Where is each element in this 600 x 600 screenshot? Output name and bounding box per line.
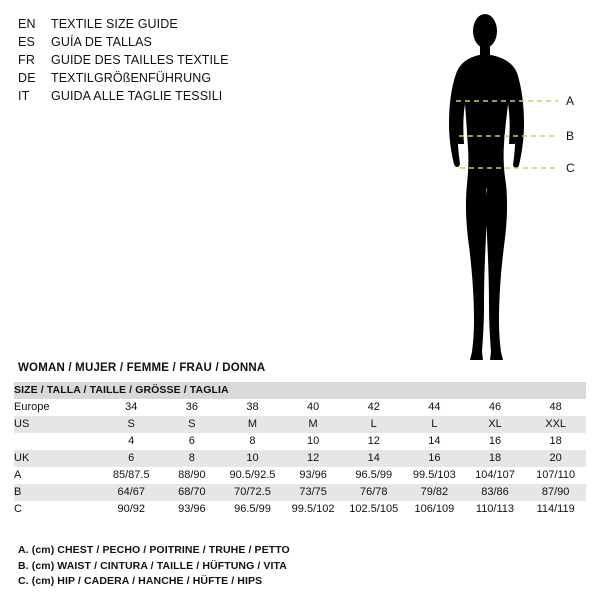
cell: 70/72.5: [222, 484, 283, 501]
legend-item-hip: C. (cm) HIP / CADERA / HANCHE / HÜFTE / HIPS: [18, 575, 263, 587]
cell: M: [222, 416, 283, 433]
table-row: [14, 467, 586, 484]
cell: 106/109: [404, 501, 465, 518]
cell: 40: [283, 399, 344, 416]
cell: 46: [465, 399, 526, 416]
legend-item-chest: A. (cm) CHEST / PECHO / POITRINE / TRUHE / PETTO: [18, 544, 290, 556]
cell: M: [283, 416, 344, 433]
table-header-row: [14, 382, 586, 399]
language-title: TEXTILGRÖßENFÜHRUNG: [51, 71, 212, 85]
cell: 8: [222, 433, 283, 450]
cell: 90.5/92.5: [222, 467, 283, 484]
language-row: [18, 52, 348, 69]
cell: 36: [162, 399, 223, 416]
cell: 79/82: [404, 484, 465, 501]
cell: 6: [162, 433, 223, 450]
language-row: [18, 16, 348, 33]
language-code: DE: [18, 71, 36, 85]
language-code: EN: [18, 17, 36, 31]
cell: 88/90: [162, 467, 223, 484]
waist-marker-label: B: [566, 129, 575, 143]
cell: S: [101, 416, 162, 433]
row-label: US: [14, 416, 101, 433]
cell: XXL: [525, 416, 586, 433]
cell: 48: [525, 399, 586, 416]
cell: 20: [525, 450, 586, 467]
cell: 90/92: [101, 501, 162, 518]
language-code: FR: [18, 53, 36, 67]
language-row: [18, 34, 348, 51]
language-row: [18, 88, 348, 105]
table-row: [14, 416, 586, 433]
table-row: [14, 433, 586, 450]
hip-marker-label: C: [566, 161, 575, 175]
cell: 16: [465, 433, 526, 450]
cell: 18: [465, 450, 526, 467]
cell: 18: [525, 433, 586, 450]
row-label: UK: [14, 450, 101, 467]
cell: 64/67: [101, 484, 162, 501]
language-title: TEXTILE SIZE GUIDE: [51, 17, 178, 31]
cell: XL: [465, 416, 526, 433]
chest-marker-label: A: [566, 94, 575, 108]
size-table: [14, 382, 586, 518]
language-code: IT: [18, 89, 30, 103]
female-silhouette-figure: [418, 8, 593, 368]
cell: 76/78: [343, 484, 404, 501]
cell: 8: [162, 450, 223, 467]
group-label: WOMAN / MUJER / FEMME / FRAU / DONNA: [18, 362, 266, 374]
row-label: C: [14, 501, 101, 518]
language-row: [18, 70, 348, 87]
measurement-legend: [18, 543, 518, 590]
table-row: [14, 399, 586, 416]
cell: 96.5/99: [222, 501, 283, 518]
cell: 68/70: [162, 484, 223, 501]
cell: 38: [222, 399, 283, 416]
cell: 87/90: [525, 484, 586, 501]
row-label: [14, 433, 101, 450]
cell: 99.5/102: [283, 501, 344, 518]
cell: 96.5/99: [343, 467, 404, 484]
cell: 42: [343, 399, 404, 416]
cell: 44: [404, 399, 465, 416]
cell: 83/86: [465, 484, 526, 501]
language-code: ES: [18, 35, 36, 49]
legend-item-waist: B. (cm) WAIST / CINTURA / TAILLE / HÜFTUNG / VITA: [18, 559, 287, 572]
cell: 104/107: [465, 467, 526, 484]
language-title: GUIDE DES TAILLES TEXTILE: [51, 53, 229, 67]
cell: 110/113: [465, 501, 526, 518]
row-label: B: [14, 484, 101, 501]
row-label: Europe: [14, 399, 101, 416]
cell: L: [404, 416, 465, 433]
cell: 99.5/103: [404, 467, 465, 484]
cell: 93/96: [283, 467, 344, 484]
language-title: GUÍA DE TALLAS: [51, 35, 152, 49]
cell: 4: [101, 433, 162, 450]
row-label: A: [14, 467, 101, 484]
language-title: GUIDA ALLE TAGLIE TESSILI: [51, 89, 223, 103]
cell: 85/87.5: [101, 467, 162, 484]
cell: 107/110: [525, 467, 586, 484]
cell: 16: [404, 450, 465, 467]
cell: 34: [101, 399, 162, 416]
cell: 6: [101, 450, 162, 467]
cell: 12: [283, 450, 344, 467]
table-row: [14, 484, 586, 501]
cell: S: [162, 416, 223, 433]
cell: 102.5/105: [343, 501, 404, 518]
cell: 12: [343, 433, 404, 450]
table-row: [14, 501, 586, 518]
cell: 10: [283, 433, 344, 450]
cell: 14: [404, 433, 465, 450]
cell: L: [343, 416, 404, 433]
cell: 93/96: [162, 501, 223, 518]
cell: 73/75: [283, 484, 344, 501]
language-title-block: [18, 16, 348, 106]
table-row: [14, 450, 586, 467]
cell: 114/119: [525, 501, 586, 518]
cell: 10: [222, 450, 283, 467]
silhouette-body: [449, 14, 524, 360]
cell: 14: [343, 450, 404, 467]
table-header-label: SIZE / TALLA / TAILLE / GRÖSSE / TAGLIA: [14, 382, 586, 399]
